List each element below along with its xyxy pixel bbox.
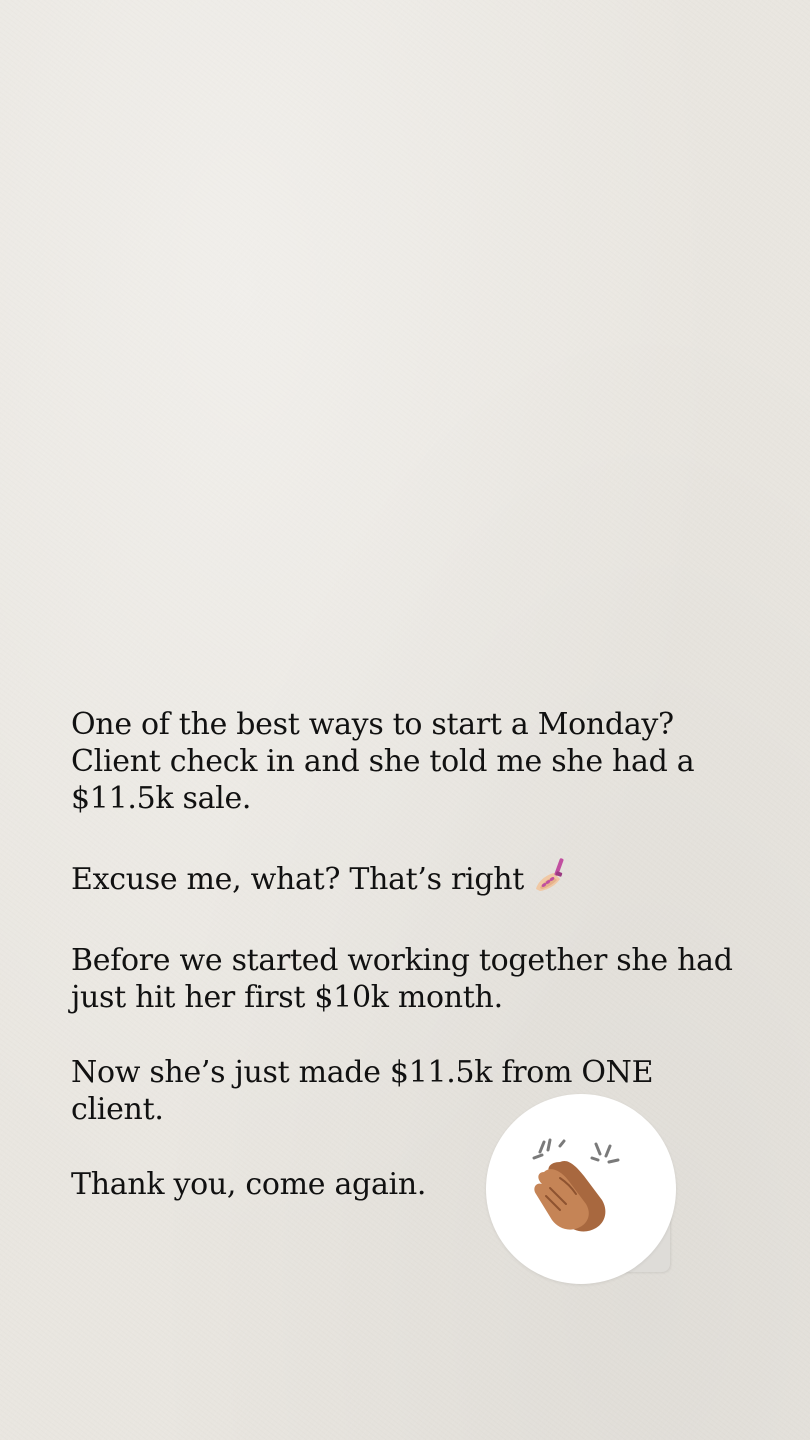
nail-polish-icon	[530, 855, 570, 904]
story-paragraph-2-text: Excuse me, what? That’s right	[71, 862, 525, 897]
clapping-hands-icon	[530, 1138, 630, 1242]
story-paragraph-5: Thank you, come again.	[71, 1167, 427, 1202]
story-paragraph-3: Before we started working together she had just hit her first $10k month.	[71, 943, 733, 1015]
story-paragraph-1: One of the best ways to start a Monday? Client check in and she told me she had a $11.5k sale.	[71, 707, 695, 816]
story-paragraph-2	[71, 855, 751, 904]
clap-reaction-sticker[interactable]	[486, 1094, 676, 1284]
story-paragraph-4: Now she’s just made $11.5k from ONE client.	[71, 1055, 654, 1127]
